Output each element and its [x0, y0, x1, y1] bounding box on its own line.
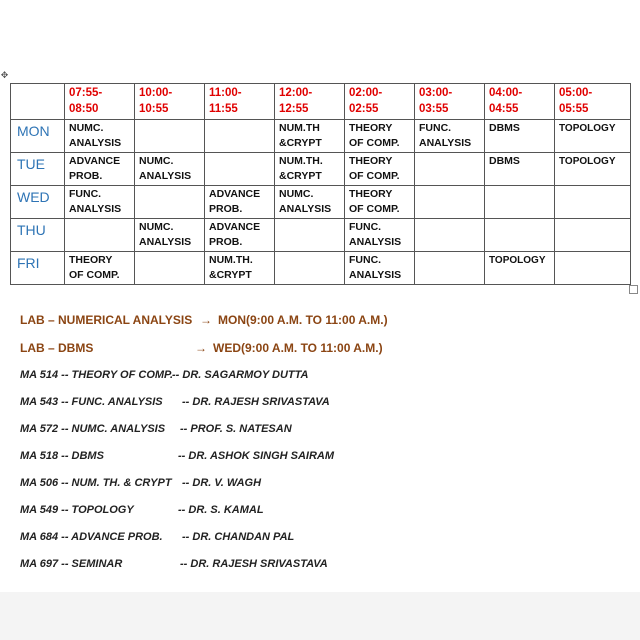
cell-line: FUNC.	[349, 221, 382, 233]
arrow-right-icon: →	[200, 313, 212, 327]
cell-line: THEORY	[349, 188, 393, 200]
class-cell	[555, 120, 631, 153]
course-code-title: MA 697 -- SEMINAR	[20, 558, 123, 570]
time-slot-header	[135, 84, 205, 120]
cell-line: 08:50	[69, 103, 99, 115]
cell-line: DBMS	[489, 122, 520, 134]
class-cell	[275, 120, 345, 153]
cell-line: OF COMP.	[349, 203, 400, 215]
cell-line: 07:55-	[69, 87, 103, 99]
cell-line: 02:00-	[349, 87, 383, 99]
day-label: WED	[11, 186, 65, 219]
cell-line: 05:55	[559, 103, 589, 115]
course-line	[20, 524, 620, 551]
class-cell	[345, 186, 415, 219]
cell-line: 04:00-	[489, 87, 523, 99]
day-label: TUE	[11, 153, 65, 186]
class-cell	[485, 186, 555, 219]
cell-line: FUNC.	[419, 122, 452, 134]
class-cell	[555, 219, 631, 252]
cell-line: 03:55	[419, 103, 449, 115]
course-teacher: -- DR. RAJESH SRIVASTAVA	[180, 558, 328, 570]
lab-schedule: MON(9:00 A.M. TO 11:00 A.M.)	[218, 313, 388, 327]
course-line	[20, 497, 620, 524]
cell-line: 12:55	[279, 103, 309, 115]
course-code-title: MA 506 -- NUM. TH. & CRYPT	[20, 477, 172, 489]
cell-line: 11:00-	[209, 87, 242, 99]
cell-line: NUMC.	[139, 155, 174, 167]
cell-line: 04:55	[489, 103, 519, 115]
cell-line: NUMC.	[69, 122, 104, 134]
cell-line: PROB.	[209, 236, 243, 248]
class-cell	[415, 153, 485, 186]
course-teacher: -- DR. ASHOK SINGH SAIRAM	[178, 450, 335, 462]
cell-line: NUM.TH.	[279, 155, 323, 167]
class-cell	[205, 252, 275, 285]
cell-line: ANALYSIS	[419, 137, 472, 149]
course-code-title: MA 514 -- THEORY OF COMP.	[20, 369, 174, 381]
cell-line: DBMS	[489, 155, 520, 167]
cell-line: OF COMP.	[349, 137, 400, 149]
class-cell	[555, 153, 631, 186]
cell-line: ANALYSIS	[69, 203, 122, 215]
class-cell	[415, 252, 485, 285]
class-cell	[65, 219, 135, 252]
cell-line: 02:55	[349, 103, 379, 115]
cell-line: NUMC.	[279, 188, 314, 200]
cell-line: 12:00-	[279, 87, 313, 99]
timetable	[10, 83, 631, 285]
course-teacher: -- PROF. S. NATESAN	[180, 423, 292, 435]
class-cell	[205, 186, 275, 219]
course-teacher: -- DR. RAJESH SRIVASTAVA	[182, 396, 330, 408]
cell-line: 10:55	[139, 103, 169, 115]
cell-line: OF COMP.	[349, 170, 400, 182]
class-cell	[555, 186, 631, 219]
cell-line: THEORY	[349, 122, 393, 134]
table-row	[11, 219, 631, 252]
table-row	[11, 186, 631, 219]
time-slot-header	[345, 84, 415, 120]
lab-name: LAB – NUMERICAL ANALYSIS	[20, 313, 193, 327]
class-cell	[135, 120, 205, 153]
class-cell	[205, 219, 275, 252]
time-slot-header	[555, 84, 631, 120]
course-line	[20, 362, 620, 389]
cell-line: TOPOLOGY	[559, 156, 616, 167]
class-cell	[345, 252, 415, 285]
class-cell	[485, 153, 555, 186]
time-slot-header	[65, 84, 135, 120]
cell-line: THEORY	[69, 254, 113, 266]
class-cell	[415, 120, 485, 153]
cell-line: 11:55	[209, 103, 238, 115]
course-code-title: MA 543 -- FUNC. ANALYSIS	[20, 396, 163, 408]
cell-line: FUNC.	[69, 188, 102, 200]
course-line	[20, 389, 620, 416]
cell-line: ANALYSIS	[139, 170, 192, 182]
class-cell	[135, 153, 205, 186]
table-row	[11, 252, 631, 285]
class-cell	[65, 120, 135, 153]
cell-line: 10:00-	[139, 87, 173, 99]
class-cell	[65, 252, 135, 285]
lab-line	[20, 306, 620, 334]
course-code-title: MA 549 -- TOPOLOGY	[20, 504, 134, 516]
cell-line: OF COMP.	[69, 269, 120, 281]
cell-line: TOPOLOGY	[559, 123, 616, 134]
table-row	[11, 153, 631, 186]
class-cell	[275, 153, 345, 186]
cell-line: PROB.	[209, 203, 243, 215]
time-slot-header	[415, 84, 485, 120]
class-cell	[135, 186, 205, 219]
time-slot-header	[205, 84, 275, 120]
cell-line: THEORY	[349, 155, 393, 167]
cell-line: ANALYSIS	[139, 236, 192, 248]
cell-line: TOPOLOGY	[489, 255, 546, 266]
class-cell	[555, 252, 631, 285]
class-cell	[415, 186, 485, 219]
course-teacher: -- DR. CHANDAN PAL	[182, 531, 295, 543]
cell-line: ADVANCE	[209, 188, 261, 200]
class-cell	[275, 252, 345, 285]
course-teacher: -- DR. SAGARMOY DUTTA	[172, 369, 309, 381]
course-teacher: -- DR. V. WAGH	[182, 477, 262, 489]
header-corner-cell	[11, 84, 65, 120]
class-cell	[135, 252, 205, 285]
table-move-handle-icon[interactable]: ✥	[0, 70, 9, 80]
course-code-title: MA 572 -- NUMC. ANALYSIS	[20, 423, 166, 435]
cell-line: ADVANCE	[69, 155, 121, 167]
lab-schedule: WED(9:00 A.M. TO 11:00 A.M.)	[213, 341, 383, 355]
cell-line: ADVANCE	[209, 221, 261, 233]
cell-line: ANALYSIS	[349, 236, 402, 248]
cell-line: ANALYSIS	[349, 269, 402, 281]
class-cell	[275, 186, 345, 219]
cell-line: PROB.	[69, 170, 103, 182]
class-cell	[485, 252, 555, 285]
day-label: MON	[11, 120, 65, 153]
cell-line: NUM.TH.	[209, 254, 253, 266]
arrow-right-icon: →	[195, 341, 207, 355]
cell-line: 05:00-	[559, 87, 593, 99]
lab-name: LAB – DBMS	[20, 341, 94, 355]
course-line	[20, 416, 620, 443]
cell-line: ANALYSIS	[69, 137, 122, 149]
cell-line: &CRYPT	[209, 269, 252, 281]
class-cell	[345, 219, 415, 252]
class-cell	[205, 153, 275, 186]
day-label: THU	[11, 219, 65, 252]
course-line	[20, 470, 620, 497]
cell-line: &CRYPT	[279, 137, 322, 149]
cell-line: FUNC.	[349, 254, 382, 266]
class-cell	[65, 153, 135, 186]
cell-line: NUMC.	[139, 221, 174, 233]
course-list	[20, 362, 620, 578]
class-cell	[415, 219, 485, 252]
table-header-row	[11, 84, 631, 120]
course-notes	[20, 306, 620, 578]
class-cell	[345, 153, 415, 186]
class-cell	[345, 120, 415, 153]
course-line	[20, 443, 620, 470]
class-cell	[205, 120, 275, 153]
timetable-body	[11, 84, 631, 285]
lab-line	[20, 334, 620, 362]
lab-list	[20, 306, 620, 362]
class-cell	[485, 120, 555, 153]
cell-line: &CRYPT	[279, 170, 322, 182]
class-cell	[65, 186, 135, 219]
cell-line: ANALYSIS	[279, 203, 332, 215]
table-resize-handle-icon[interactable]	[629, 285, 638, 294]
time-slot-header	[485, 84, 555, 120]
class-cell	[485, 219, 555, 252]
course-teacher: -- DR. S. KAMAL	[178, 504, 264, 516]
class-cell	[135, 219, 205, 252]
class-cell	[275, 219, 345, 252]
cell-line: 03:00-	[419, 87, 453, 99]
lab-schedule-group	[195, 334, 383, 362]
course-line	[20, 551, 620, 578]
cell-line: NUM.TH	[279, 122, 320, 134]
time-slot-header	[275, 84, 345, 120]
day-label: FRI	[11, 252, 65, 285]
lab-schedule-group	[200, 306, 388, 334]
course-code-title: MA 518 -- DBMS	[20, 450, 104, 462]
course-code-title: MA 684 -- ADVANCE PROB.	[20, 531, 163, 543]
table-row	[11, 120, 631, 153]
